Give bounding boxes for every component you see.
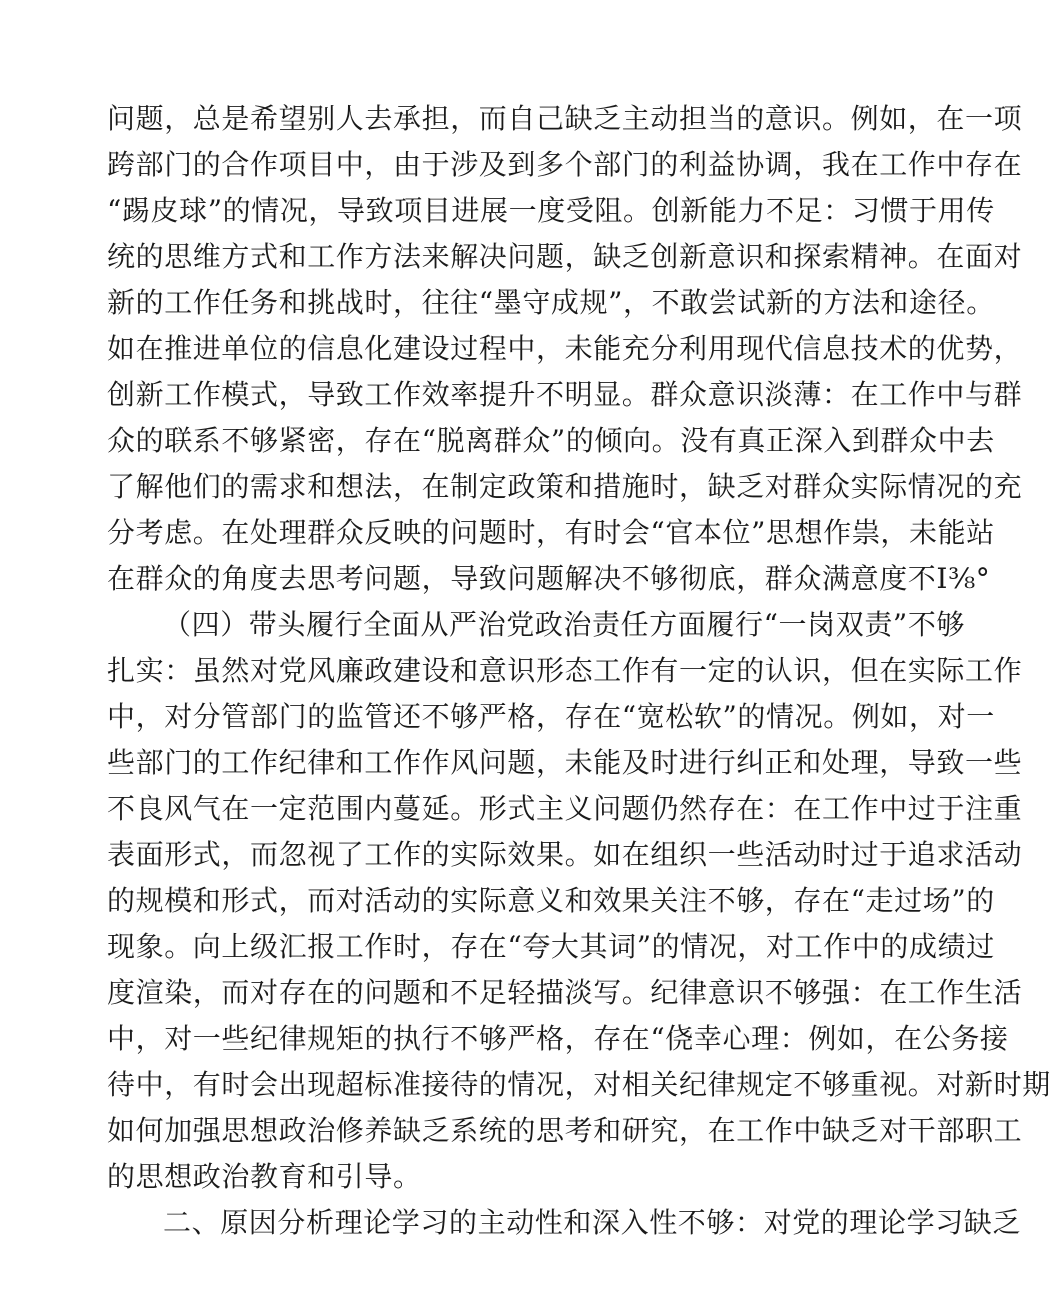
text-line: 度渲染，而对存在的问题和不足轻描淡写。纪律意识不够强：在工作生活 — [107, 976, 1023, 1009]
text-line: 扎实：虽然对党风廉政建设和意识形态工作有一定的认识，但在实际工作 — [107, 654, 1023, 687]
section-heading-line: （四）带头履行全面从严治党政治责任方面履行“一岗双责”不够 — [163, 608, 966, 641]
text-line: “踢皮球”的情况，导致项目进展一度受阻。创新能力不足：习惯于用传 — [107, 194, 995, 227]
text-line: 的思想政治教育和引导。 — [107, 1160, 422, 1193]
text-line: 创新工作模式，导致工作效率提升不明显。群众意识淡薄：在工作中与群 — [107, 378, 1023, 411]
text-line: 新的工作任务和挑战时，往往“墨守成规”，不敢尝试新的方法和途径。 — [107, 286, 995, 319]
text-line: 的规模和形式，而对活动的实际意义和效果关注不够，存在“走过场”的 — [107, 884, 995, 917]
text-line: 问题，总是希望别人去承担，而自己缺乏主动担当的意识。例如，在一项 — [107, 102, 1023, 135]
text-line: 如何加强思想政治修养缺乏系统的思考和研究，在工作中缺乏对干部职工 — [107, 1114, 1023, 1147]
text-line: 分考虑。在处理群众反映的问题时，有时会“官本位”思想作祟，未能站 — [107, 516, 995, 549]
text-line: 跨部门的合作项目中，由于涉及到多个部门的利益协调，我在工作中存在 — [107, 148, 1023, 181]
text-line: 待中，有时会出现超标准接待的情况，对相关纪律规定不够重视。对新时期 — [107, 1068, 1051, 1101]
text-line: 如在推进单位的信息化建设过程中，未能充分利用现代信息技术的优势， — [107, 332, 1023, 365]
text-line: 不良风气在一定范围内蔓延。形式主义问题仍然存在：在工作中过于注重 — [107, 792, 1023, 825]
text-line: 统的思维方式和工作方法来解决问题，缺乏创新意识和探索精神。在面对 — [107, 240, 1023, 273]
text-line: 众的联系不够紧密，存在“脱离群众”的倾向。没有真正深入到群众中去 — [107, 424, 995, 457]
text-line: 了解他们的需求和想法，在制定政策和措施时，缺乏对群众实际情况的充 — [107, 470, 1023, 503]
text-line: 中，对一些纪律规矩的执行不够严格，存在“侥幸心理：例如，在公务接 — [107, 1022, 1009, 1055]
text-line: 现象。向上级汇报工作时，存在“夸大其词”的情况，对工作中的成绩过 — [107, 930, 995, 963]
text-line: 表面形式，而忽视了工作的实际效果。如在组织一些活动时过于追求活动 — [107, 838, 1023, 871]
section-heading-line: 二、原因分析理论学习的主动性和深入性不够：对党的理论学习缺乏 — [163, 1206, 1022, 1239]
text-line: 中，对分管部门的监管还不够严格，存在“宽松软”的情况。例如，对一 — [107, 700, 995, 733]
text-line: 些部门的工作纪律和工作作风问题，未能及时进行纠正和处理，导致一些 — [107, 746, 1023, 779]
text-line: 在群众的角度去思考问题，导致问题解决不够彻底，群众满意度不I⅜° — [107, 562, 991, 595]
